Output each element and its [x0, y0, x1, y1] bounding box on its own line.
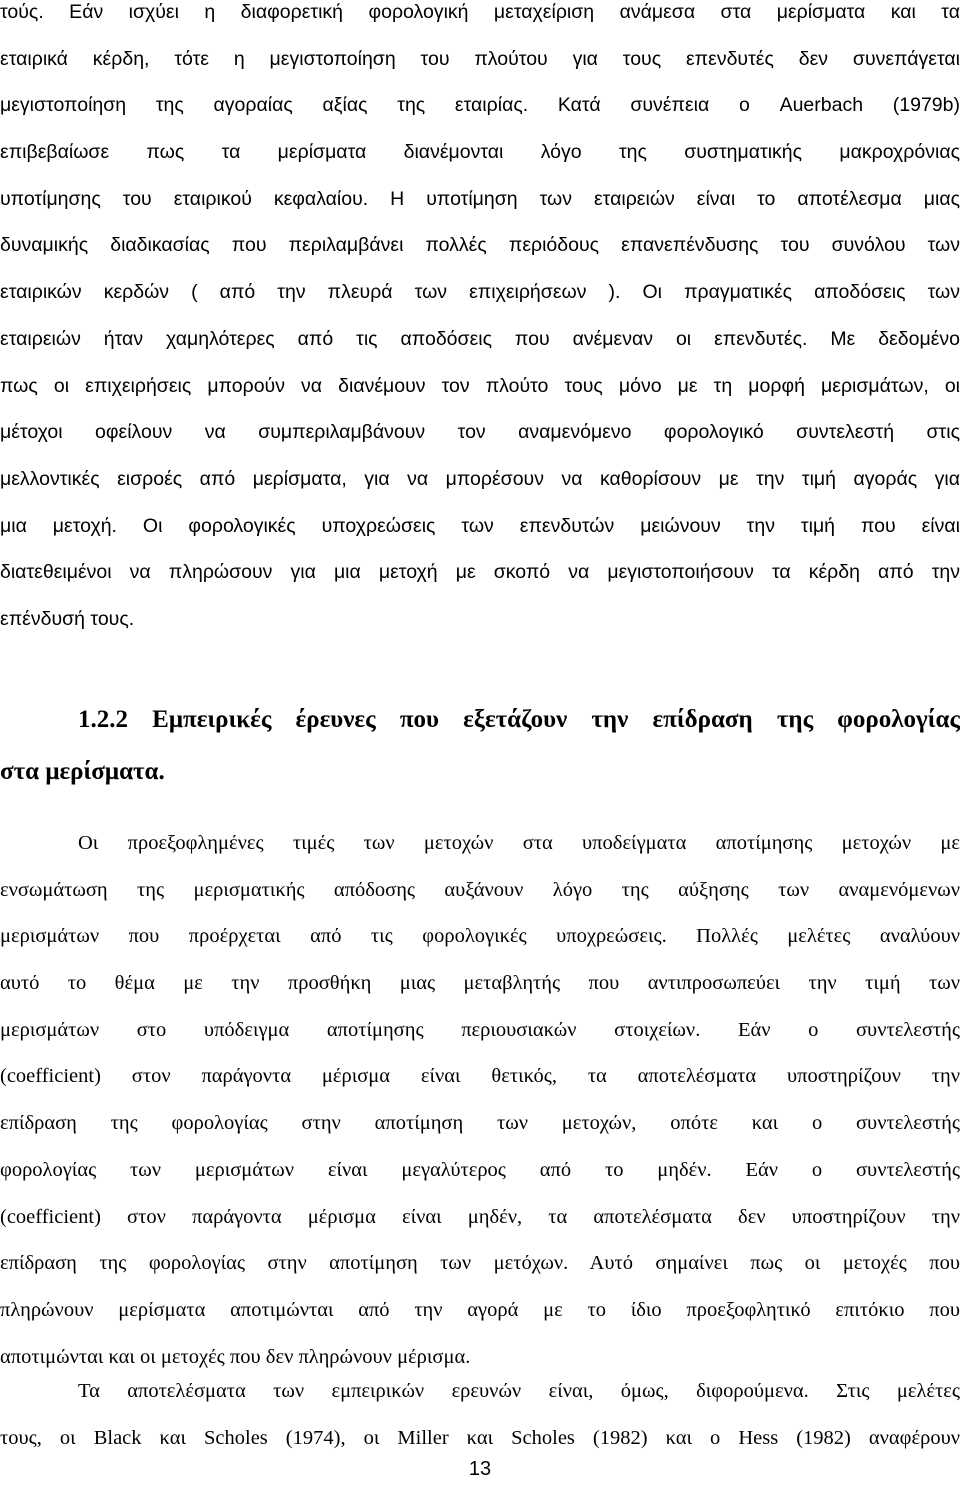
paragraph-1-line: υποτίμησης του εταιρικού κεφαλαίου. Η υποτίμηση των εταιρειών είναι το αποτέλεσμα μιας	[0, 187, 960, 210]
paragraph-2-line: ενσωμάτωση της μερισματικής απόδοσης αυξάνουν λόγο της αύξησης των αναμενόμενων	[0, 878, 960, 901]
paragraph-2-line: μερισμάτων στο υπόδειγμα αποτίμησης περιουσιακών στοιχείων. Εάν ο συντελεστής	[0, 1018, 960, 1041]
paragraph-2-line: μερισμάτων που προέρχεται από τις φορολογικές υποχρεώσεις. Πολλές μελέτες αναλύουν	[0, 925, 960, 948]
paragraph-1-line: εταιρικά κέρδη, τότε η μεγιστοποίηση του πλούτου για τους επενδυτές δεν συνεπάγεται	[0, 47, 960, 70]
paragraph-2-line: φορολογίας των μερισμάτων είναι μεγαλύτερος από το μηδέν. Εάν ο συντελεστής	[0, 1158, 960, 1181]
paragraph-2-line: αποτιμώνται και οι μετοχές που δεν πληρώνουν μέρισμα.	[0, 1345, 471, 1368]
paragraph-1-line: μελλοντικές εισροές από μερίσματα, για να μπορέσουν να καθορίσουν με την τιμή αγοράς για	[0, 467, 960, 490]
paragraph-1-line: διατεθειμένοι να πληρώσουν για μια μετοχή με σκοπό να μεγιστοποιήσουν τα κέρδη από την	[0, 561, 960, 584]
paragraph-2-line: (coefficient) στον παράγοντα μέρισμα είναι μηδέν, τα αποτελέσματα δεν υποστηρίζουν την	[0, 1205, 960, 1228]
paragraph-2-line: Οι προεξοφλημένες τιμές των μετοχών στα υποδείγματα αποτίμησης μετοχών με	[78, 832, 960, 854]
paragraph-1-line: επένδυσή τους.	[0, 607, 135, 630]
paragraph-1-line: επιβεβαίωσε πως τα μερίσματα διανέμονται λόγο της συστηματικής μακροχρόνιας	[0, 141, 960, 164]
paragraph-3-line: τους, οι Black και Scholes (1974), οι Miller και Scholes (1982) και ο Hess (1982) αναφέρουν	[0, 1426, 960, 1449]
paragraph-1	[0, 0, 960, 643]
section-heading-line-2: στα μερίσματα.	[0, 758, 165, 785]
paragraph-1-line: πως οι επιχειρήσεις μπορούν να διανέμουν τον πλούτο τους μόνο με τη μορφή μερισμάτων, οι	[0, 374, 960, 397]
paragraph-2-line: αυτό το θέμα με την προσθήκη μιας μεταβλητής που αντιπροσωπεύει την τιμή των	[0, 972, 960, 995]
paragraph-2-line: (coefficient) στον παράγοντα μέρισμα είναι θετικός, τα αποτελέσματα υποστηρίζουν την	[0, 1065, 960, 1088]
paragraph-2-line: πληρώνουν μερίσματα αποτιμώνται από την αγορά με το ίδιο προεξοφλητικό επιτόκιο που	[0, 1298, 960, 1321]
page-number: 13	[468, 1458, 492, 1480]
paragraph-1-line: τούς. Εάν ισχύει η διαφορετική φορολογική μεταχείριση ανάμεσα στα μερίσματα και τα	[0, 1, 960, 23]
paragraph-1-line: μεγιστοποίηση της αγοραίας αξίας της εταιρίας. Κατά συνέπεια ο Auerbach (1979b)	[0, 94, 960, 117]
section-heading	[0, 694, 960, 798]
paragraph-2-line: επίδραση της φορολογίας στην αποτίμηση των μετοχών, οπότε και ο συντελεστής	[0, 1112, 960, 1135]
paragraph-2-line: επίδραση της φορολογίας στην αποτίμηση των μετόχων. Αυτό σημαίνει πως οι μετοχές που	[0, 1252, 960, 1275]
paragraph-1-line: εταιρικών κερδών ( από την πλευρά των επιχειρήσεων ). Οι πραγματικές αποδόσεις των	[0, 281, 960, 304]
paragraph-3-line: Τα αποτελέσματα των εμπειρικών ερευνών είναι, όμως, διφορούμενα. Στις μελέτες	[78, 1380, 960, 1402]
paragraph-1-line: δυναμικής διαδικασίας που περιλαμβάνει πολλές περιόδους επανεπένδυσης του συνόλου των	[0, 234, 960, 257]
section-heading-line-1: 1.2.2 Εμπειρικές έρευνες που εξετάζουν την επίδραση της φορολογίας	[78, 706, 960, 733]
paragraph-2	[0, 820, 960, 1380]
paragraph-3	[0, 1368, 960, 1461]
paragraph-1-line: μέτοχοι οφείλουν να συμπεριλαμβάνουν τον αναμενόμενο φορολογικό συντελεστή στις	[0, 421, 960, 444]
paragraph-1-line: εταιρειών ήταν χαμηλότερες από τις αποδόσεις που ανέμεναν οι επενδυτές. Με δεδομένο	[0, 327, 960, 350]
paragraph-1-line: μια μετοχή. Οι φορολογικές υποχρεώσεις των επενδυτών μειώνουν την τιμή που είναι	[0, 514, 960, 537]
